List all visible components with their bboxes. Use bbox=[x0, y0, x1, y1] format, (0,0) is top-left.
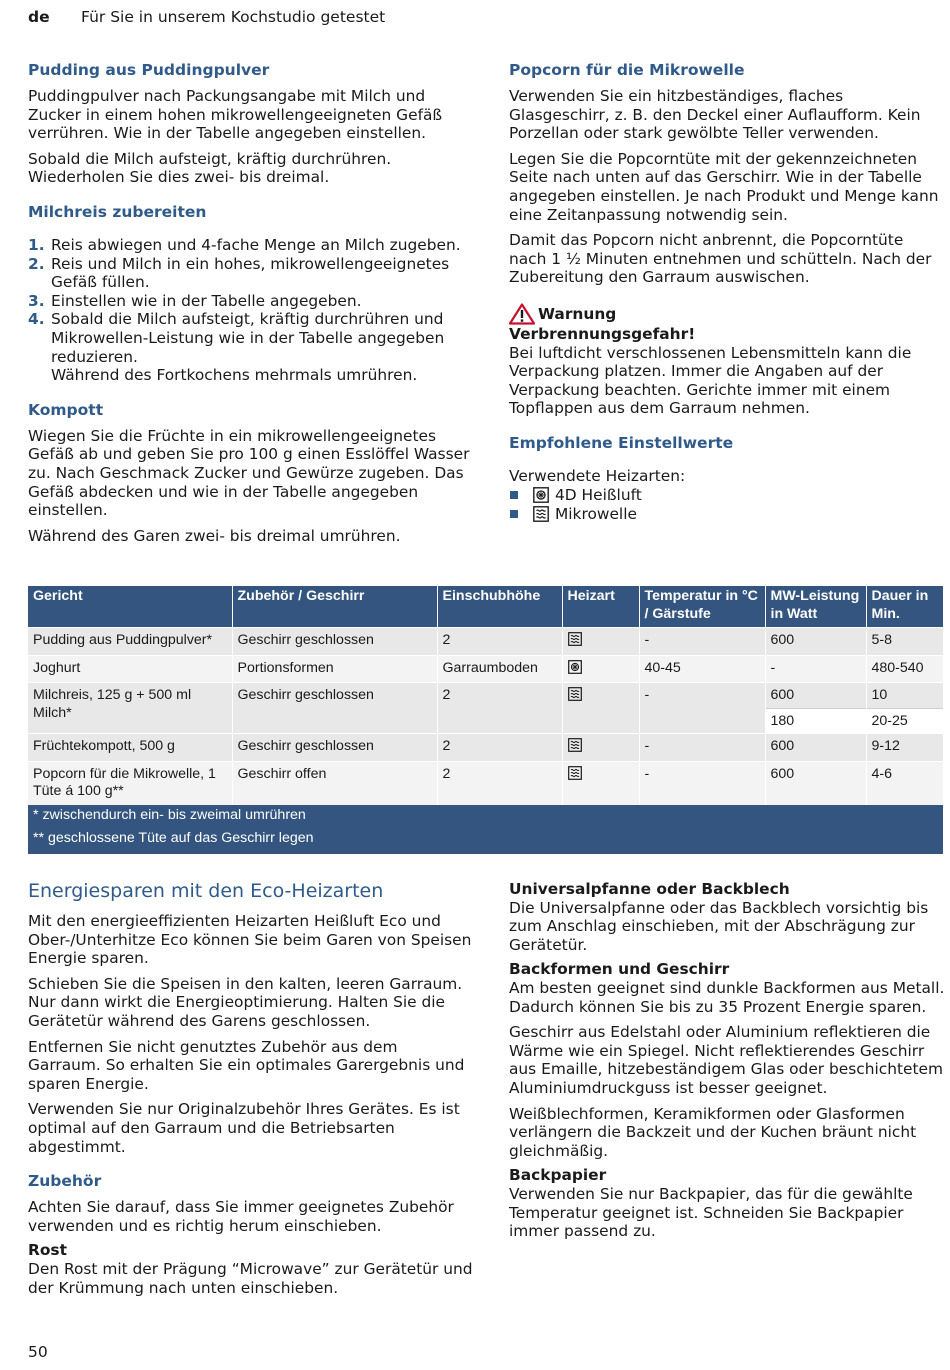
pudding-paragraph-2: Sobald die Milch aufsteigt, kräftig durchrühren. Wiederholen Sie dies zwei- bis dreimal. bbox=[28, 149, 392, 187]
table-row bbox=[28, 761, 943, 805]
cell-dauer: 4-6 bbox=[866, 761, 943, 805]
bullet-square bbox=[510, 491, 518, 499]
eco-heading: Energiesparen mit den Eco-Heizarten bbox=[28, 880, 384, 902]
cell-dauer: 20-25 bbox=[866, 708, 943, 734]
cell-mw: 600 bbox=[765, 628, 866, 656]
list-item bbox=[28, 310, 473, 384]
pudding-heading: Pudding aus Puddingpulver bbox=[28, 61, 270, 79]
pudding-paragraph-1: Puddingpulver nach Packungsangabe mit Milch und Zucker in einem hohen mikrowellengeeigneten Gefäß verrühren. Wie in der Tabelle angegeben einstellen. bbox=[28, 87, 443, 143]
column-header: MW-Leistung in Watt bbox=[765, 586, 866, 628]
backformen-paragraph-2: Geschirr aus Edelstahl oder Aluminium reflektieren die Wärme wie ein Spiegel. Nicht reflektierendes Geschirr aus Emaille, hitzebeständigem Glas oder beschichtetem Aluminiumdruckguss ist besser geeignet. bbox=[509, 1023, 943, 1097]
hot-air-4d-icon bbox=[533, 487, 549, 503]
list-item bbox=[509, 505, 945, 524]
heizarten-list bbox=[509, 486, 945, 524]
cell-gericht: Joghurt bbox=[28, 655, 232, 683]
backpapier-text: Verwenden Sie nur Backpapier, das für die gewählte Temperatur geeignet ist. Schneiden Sie Backpapier immer passend zu. bbox=[509, 1184, 913, 1241]
language-code: de bbox=[28, 8, 50, 26]
column-header: Zubehör / Geschirr bbox=[232, 586, 437, 628]
hot-air-4d-icon bbox=[568, 660, 582, 674]
cell-hoehe: 2 bbox=[437, 683, 562, 734]
table-row bbox=[28, 683, 943, 709]
cell-mw: 180 bbox=[765, 708, 866, 734]
cell-temp: - bbox=[639, 628, 765, 656]
header-title: Für Sie in unserem Kochstudio getestet bbox=[81, 8, 386, 26]
cell-mw: 600 bbox=[765, 683, 866, 709]
warning-title: Verbrennungsgefahr! bbox=[509, 324, 696, 343]
kompott-heading: Kompott bbox=[28, 400, 104, 419]
cell-dauer: 5-8 bbox=[866, 628, 943, 656]
milchreis-steps bbox=[28, 236, 473, 385]
cell-zubehoer: Portionsformen bbox=[232, 655, 437, 683]
cell-gericht: Milchreis, 125 g + 500 ml Milch* bbox=[28, 683, 232, 734]
list-item bbox=[28, 236, 473, 255]
step-extra-text: Während des Fortkochens mehrmals umrühren. bbox=[51, 366, 418, 385]
cell-hoehe: Garraumboden bbox=[437, 655, 562, 683]
step-text: Einstellen wie in der Tabelle angegeben. bbox=[51, 291, 362, 310]
cell-zubehoer: Geschirr geschlossen bbox=[232, 734, 437, 762]
list-item bbox=[509, 486, 945, 505]
zubehoer-text: Achten Sie darauf, dass Sie immer geeignetes Zubehör verwenden und es richtig herum einschieben. bbox=[28, 1198, 454, 1235]
microwave-icon bbox=[568, 632, 582, 646]
step-number: 1. bbox=[28, 235, 45, 254]
popcorn-paragraph-1: Verwenden Sie ein hitzbeständiges, flaches Glasgeschirr, z. B. den Deckel einer Auflaufform. Kein Porzellan oder stark gewölbte Teller verwenden. bbox=[509, 87, 921, 143]
column-header: Heizart bbox=[562, 586, 639, 628]
microwave-icon bbox=[568, 738, 582, 752]
cell-dauer: 10 bbox=[866, 683, 943, 709]
table-footnote-row bbox=[28, 828, 943, 854]
step-text: Reis und Milch in ein hohes, mikrowellengeeignetes Gefäß füllen. bbox=[51, 254, 450, 292]
backformen-heading: Backformen und Geschirr bbox=[509, 960, 730, 979]
backformen-paragraph-3: Weißblechformen, Keramikformen oder Glasformen verlängern die Backzeit und der Kuchen bräunt nicht gleichmäßig. bbox=[509, 1104, 917, 1160]
heizart-label: Mikrowelle bbox=[555, 504, 637, 523]
step-number: 3. bbox=[28, 291, 45, 310]
rost-text: Den Rost mit der Prägung “Microwave” zur Gerätetür und der Krümmung nach unten einschieben. bbox=[28, 1259, 473, 1297]
cell-dauer: 9-12 bbox=[866, 734, 943, 762]
list-item bbox=[28, 292, 473, 311]
warning-label: Warnung bbox=[538, 304, 617, 323]
microwave-icon bbox=[533, 506, 549, 522]
right-column-top bbox=[509, 61, 945, 524]
cell-mw: 600 bbox=[765, 761, 866, 805]
column-header: Einschubhöhe bbox=[437, 586, 562, 628]
cell-temp: - bbox=[639, 683, 765, 734]
microwave-icon bbox=[568, 766, 582, 780]
column-header: Gericht bbox=[28, 586, 232, 628]
popcorn-paragraph-3: Damit das Popcorn nicht anbrennt, die Popcorntüte nach 1 ½ Minuten entnehmen und schütteln. Nach der Zubereitung den Garraum auswischen. bbox=[509, 231, 932, 287]
column-header: Temperatur in °C / Gärstufe bbox=[639, 586, 765, 628]
cell-heizart bbox=[562, 761, 639, 805]
kompott-paragraph-2: Während des Garen zwei- bis dreimal umrühren. bbox=[28, 526, 401, 545]
popcorn-heading: Popcorn für die Mikrowelle bbox=[509, 61, 745, 79]
cell-hoehe: 2 bbox=[437, 628, 562, 656]
cell-gericht: Früchtekompott, 500 g bbox=[28, 734, 232, 762]
cell-gericht: Pudding aus Puddingpulver* bbox=[28, 628, 232, 656]
settings-table bbox=[28, 586, 943, 854]
table-header-row bbox=[28, 586, 943, 628]
zubehoer-heading: Zubehör bbox=[28, 1172, 102, 1191]
heizarten-intro: Verwendete Heizarten: bbox=[509, 466, 686, 485]
cell-hoehe: 2 bbox=[437, 761, 562, 805]
backformen-paragraph-1: Am besten geeignet sind dunkle Backformen aus Metall. Dadurch können Sie bis zu 35 Prozent Energie sparen. bbox=[509, 978, 945, 1016]
microwave-icon bbox=[568, 687, 582, 701]
cell-zubehoer: Geschirr geschlossen bbox=[232, 683, 437, 734]
table-footnote-row bbox=[28, 805, 943, 828]
eco-paragraph-3: Entfernen Sie nicht genutztes Zubehör aus dem Garraum. So erhalten Sie ein optimales Garergebnis und sparen Energie. bbox=[28, 1037, 465, 1093]
warning-label-row bbox=[509, 303, 945, 325]
universalpfanne-text: Die Universalpfanne oder das Backblech vorsichtig bis zum Anschlag einschieben, mit der Abschrägung zur Gerätetür. bbox=[509, 898, 929, 954]
empfohlen-heading: Empfohlene Einstellwerte bbox=[509, 433, 734, 452]
left-column-bottom bbox=[28, 880, 473, 1297]
bullet-square bbox=[510, 510, 518, 518]
backpapier-heading: Backpapier bbox=[509, 1166, 607, 1185]
cell-temp: 40-45 bbox=[639, 655, 765, 683]
page-header bbox=[28, 8, 928, 30]
cell-gericht: Popcorn für die Mikrowelle, 1 Tüte á 100 g** bbox=[28, 761, 232, 805]
step-text: Reis abwiegen und 4-fache Menge an Milch zugeben. bbox=[51, 235, 461, 254]
column-header: Dauer in Min. bbox=[866, 586, 943, 628]
cell-dauer: 480-540 bbox=[866, 655, 943, 683]
cell-zubehoer: Geschirr geschlossen bbox=[232, 628, 437, 656]
table-footnote: ** geschlossene Tüte auf das Geschirr legen bbox=[28, 828, 943, 854]
step-number: 4. bbox=[28, 310, 45, 329]
table-footnote: * zwischendurch ein- bis zweimal umrühren bbox=[28, 805, 943, 828]
kompott-paragraph-1: Wiegen Sie die Früchte in ein mikrowellengeeignetes Gefäß ab und geben Sie pro 100 g einen Esslöffel Wasser zu. Nach Geschmack Zucker und Gewürze zugeben. Das Gefäß abdecken und wie in der Tabelle angegeben einstellen. bbox=[28, 426, 470, 520]
eco-paragraph-4: Verwenden Sie nur Originalzubehör Ihres Gerätes. Es ist optimal auf den Garraum und die Betriebsarten abgestimmt. bbox=[28, 1100, 460, 1156]
page-number: 50 bbox=[28, 1343, 48, 1361]
cell-temp: - bbox=[639, 734, 765, 762]
heizart-label: 4D Heißluft bbox=[555, 485, 642, 504]
cell-hoehe: 2 bbox=[437, 734, 562, 762]
cell-heizart bbox=[562, 734, 639, 762]
cell-mw: - bbox=[765, 655, 866, 683]
cell-zubehoer: Geschirr offen bbox=[232, 761, 437, 805]
rost-heading: Rost bbox=[28, 1241, 67, 1260]
popcorn-paragraph-2: Legen Sie die Popcorntüte mit der gekennzeichneten Seite nach unten auf das Gerschirr. Wie in der Tabelle angegeben einstellen. Je nach Produkt und Menge kann eine Zeitanpassung notwendig sein. bbox=[509, 149, 939, 224]
left-column-top bbox=[28, 61, 473, 545]
milchreis-heading: Milchreis zubereiten bbox=[28, 202, 207, 221]
warning-triangle-icon bbox=[509, 303, 535, 325]
eco-paragraph-1: Mit den energieeffizienten Heizarten Heißluft Eco und Ober-/Unterhitze Eco können Sie beim Garen von Speisen Energie sparen. bbox=[28, 912, 472, 968]
cell-heizart bbox=[562, 655, 639, 683]
cell-heizart bbox=[562, 683, 639, 734]
cell-temp: - bbox=[639, 761, 765, 805]
table-row bbox=[28, 628, 943, 656]
list-item bbox=[28, 255, 473, 292]
cell-mw: 600 bbox=[765, 734, 866, 762]
cell-heizart bbox=[562, 628, 639, 656]
table-row bbox=[28, 655, 943, 683]
warning-text: Bei luftdicht verschlossenen Lebensmitteln kann die Verpackung platzen. Immer die Angaben auf der Verpackung beachten. Gerichte immer mit einem Topflappen aus dem Garraum nehmen. bbox=[509, 343, 912, 418]
eco-paragraph-2: Schieben Sie die Speisen in den kalten, leeren Garraum. Nur dann wirkt die Energieoptimierung. Halten Sie die Gerätetür während des Garens geschlossen. bbox=[28, 974, 463, 1030]
right-column-bottom bbox=[509, 880, 945, 1241]
step-number: 2. bbox=[28, 254, 45, 273]
universalpfanne-heading: Universalpfanne oder Backblech bbox=[509, 880, 790, 898]
table-row bbox=[28, 734, 943, 762]
step-text: Sobald die Milch aufsteigt, kräftig durchrühren und Mikrowellen-Leistung wie in der Tabelle angegeben reduzieren. bbox=[51, 310, 445, 366]
